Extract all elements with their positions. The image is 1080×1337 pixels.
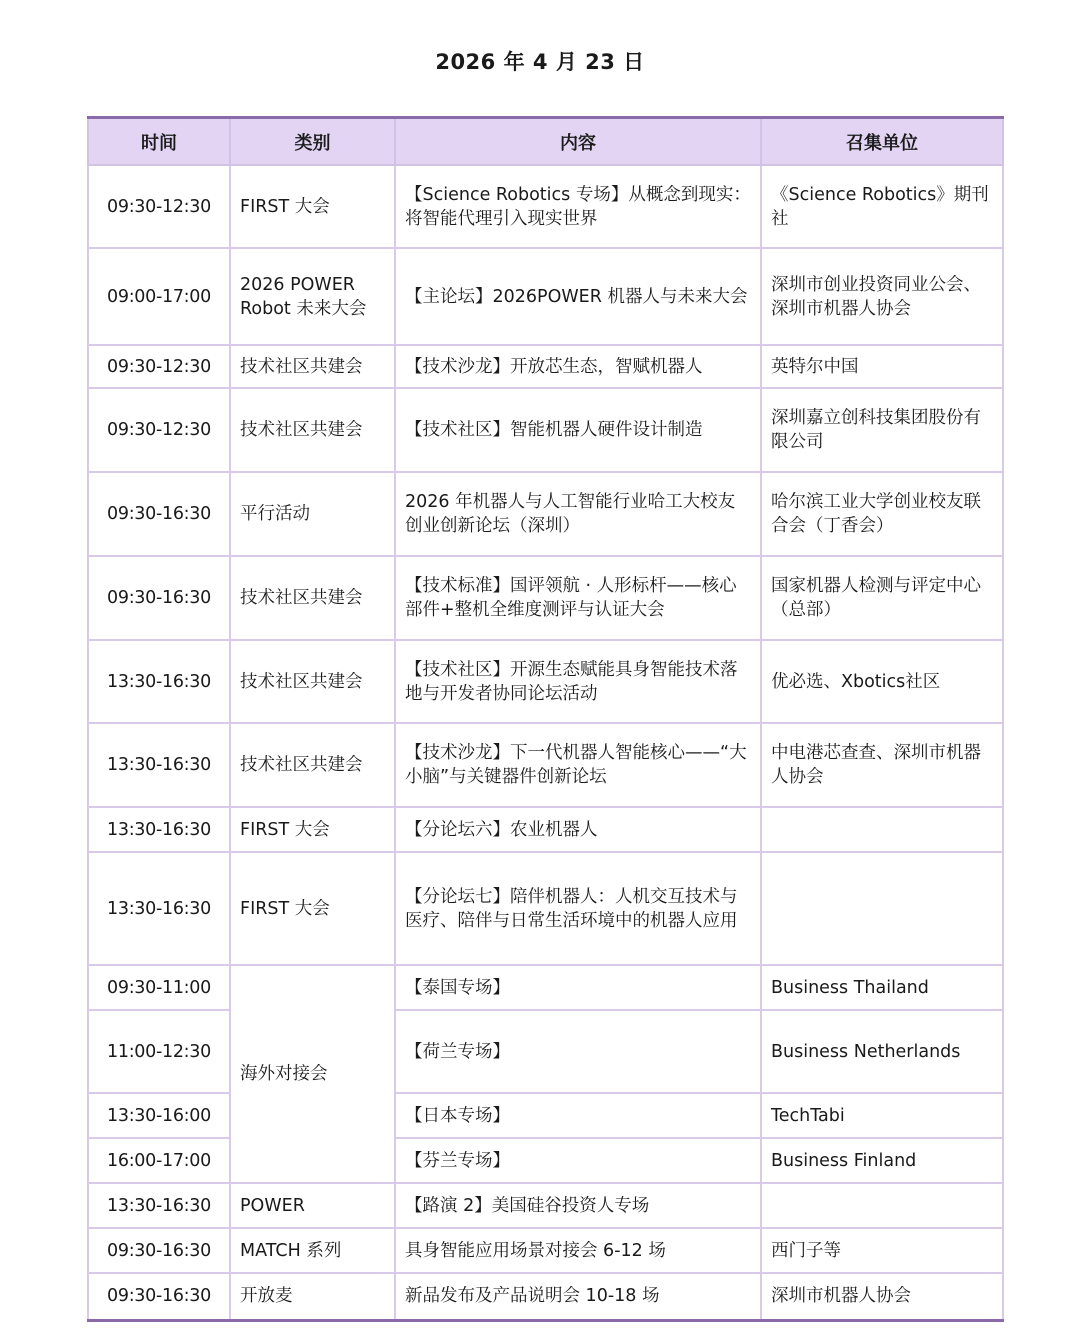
time-cell: 13:30-16:30: [88, 1183, 230, 1228]
table-row: [88, 965, 1003, 1010]
table-row: [88, 1138, 1003, 1183]
time-cell: 09:30-11:00: [88, 965, 230, 1010]
time-cell: 09:30-16:30: [88, 472, 230, 556]
organizer-cell: 国家机器人检测与评定中心（总部）: [761, 556, 1003, 640]
category-cell: 开放麦: [230, 1273, 395, 1320]
organizer-cell: 优必选、Xbotics社区: [761, 640, 1003, 723]
table-row: [88, 640, 1003, 723]
organizer-cell: 西门子等: [761, 1228, 1003, 1273]
table-row: [88, 723, 1003, 807]
page-title: 2026 年 4 月 23 日: [435, 50, 645, 74]
category-cell: POWER: [230, 1183, 395, 1228]
schedule-table: [87, 116, 1004, 1322]
table-row: [88, 345, 1003, 388]
time-cell: 13:30-16:00: [88, 1093, 230, 1138]
category-cell: 平行活动: [230, 472, 395, 556]
time-cell: 09:00-17:00: [88, 248, 230, 345]
content-cell: 【Science Robotics 专场】从概念到现实：将智能代理引入现实世界: [395, 165, 761, 248]
content-cell: 2026 年机器人与人工智能行业哈工大校友创业创新论坛（深圳）: [395, 472, 761, 556]
category-cell: 技术社区共建会: [230, 345, 395, 388]
table-row: [88, 1010, 1003, 1093]
content-cell: 【技术沙龙】开放芯生态，智赋机器人: [395, 345, 761, 388]
content-cell: 【技术社区】开源生态赋能具身智能技术落地与开发者协同论坛活动: [395, 640, 761, 723]
organizer-cell: [761, 852, 1003, 965]
table-row: [88, 1183, 1003, 1228]
category-cell: 2026 POWER Robot 未来大会: [230, 248, 395, 345]
organizer-cell: 深圳市机器人协会: [761, 1273, 1003, 1320]
time-cell: 09:30-16:30: [88, 1228, 230, 1273]
content-cell: 新品发布及产品说明会 10-18 场: [395, 1273, 761, 1320]
table-row: [88, 248, 1003, 345]
time-cell: 13:30-16:30: [88, 807, 230, 852]
content-cell: 【主论坛】2026POWER 机器人与未来大会: [395, 248, 761, 345]
organizer-cell: 英特尔中国: [761, 345, 1003, 388]
content-cell: 【泰国专场】: [395, 965, 761, 1010]
category-cell-merged: 海外对接会: [230, 965, 395, 1183]
time-cell: 11:00-12:30: [88, 1010, 230, 1093]
time-cell: 09:30-16:30: [88, 1273, 230, 1320]
organizer-cell: TechTabi: [761, 1093, 1003, 1138]
organizer-cell: Business Thailand: [761, 965, 1003, 1010]
table-row: [88, 852, 1003, 965]
table-row: [88, 1228, 1003, 1273]
category-cell: FIRST 大会: [230, 807, 395, 852]
table-row: [88, 556, 1003, 640]
category-cell: 技术社区共建会: [230, 556, 395, 640]
header-time: 时间: [88, 118, 230, 166]
content-cell: 【分论坛六】农业机器人: [395, 807, 761, 852]
time-cell: 09:30-12:30: [88, 345, 230, 388]
header-content: 内容: [395, 118, 761, 166]
content-cell: 【技术标准】国评领航 · 人形标杆——核心部件+整机全维度测评与认证大会: [395, 556, 761, 640]
table-row: [88, 1273, 1003, 1320]
content-cell: 【技术社区】智能机器人硬件设计制造: [395, 388, 761, 472]
organizer-cell: 哈尔滨工业大学创业校友联合会（丁香会）: [761, 472, 1003, 556]
organizer-cell: 深圳市创业投资同业公会、深圳市机器人协会: [761, 248, 1003, 345]
category-cell: FIRST 大会: [230, 165, 395, 248]
time-cell: 13:30-16:30: [88, 723, 230, 807]
time-cell: 09:30-12:30: [88, 165, 230, 248]
category-cell: 技术社区共建会: [230, 640, 395, 723]
table-row: [88, 388, 1003, 472]
category-cell: 技术社区共建会: [230, 388, 395, 472]
category-cell: FIRST 大会: [230, 852, 395, 965]
organizer-cell: [761, 807, 1003, 852]
time-cell: 16:00-17:00: [88, 1138, 230, 1183]
category-cell: MATCH 系列: [230, 1228, 395, 1273]
header-category: 类别: [230, 118, 395, 166]
organizer-cell: 中电港芯查查、深圳市机器人协会: [761, 723, 1003, 807]
table-row: [88, 807, 1003, 852]
table-row: [88, 165, 1003, 248]
time-cell: 13:30-16:30: [88, 852, 230, 965]
header-organizer: 召集单位: [761, 118, 1003, 166]
content-cell: 【荷兰专场】: [395, 1010, 761, 1093]
content-cell: 【路演 2】美国硅谷投资人专场: [395, 1183, 761, 1228]
table-row: [88, 472, 1003, 556]
table-row: [88, 1093, 1003, 1138]
content-cell: 【芬兰专场】: [395, 1138, 761, 1183]
category-cell: 技术社区共建会: [230, 723, 395, 807]
content-cell: 【分论坛七】陪伴机器人：人机交互技术与医疗、陪伴与日常生活环境中的机器人应用: [395, 852, 761, 965]
organizer-cell: Business Netherlands: [761, 1010, 1003, 1093]
time-cell: 13:30-16:30: [88, 640, 230, 723]
table-header-row: [88, 118, 1003, 166]
organizer-cell: [761, 1183, 1003, 1228]
content-cell: 具身智能应用场景对接会 6-12 场: [395, 1228, 761, 1273]
content-cell: 【技术沙龙】下一代机器人智能核心——“大小脑”与关键器件创新论坛: [395, 723, 761, 807]
content-cell: 【日本专场】: [395, 1093, 761, 1138]
organizer-cell: Business Finland: [761, 1138, 1003, 1183]
organizer-cell: 《Science Robotics》期刊社: [761, 165, 1003, 248]
organizer-cell: 深圳嘉立创科技集团股份有限公司: [761, 388, 1003, 472]
time-cell: 09:30-12:30: [88, 388, 230, 472]
time-cell: 09:30-16:30: [88, 556, 230, 640]
